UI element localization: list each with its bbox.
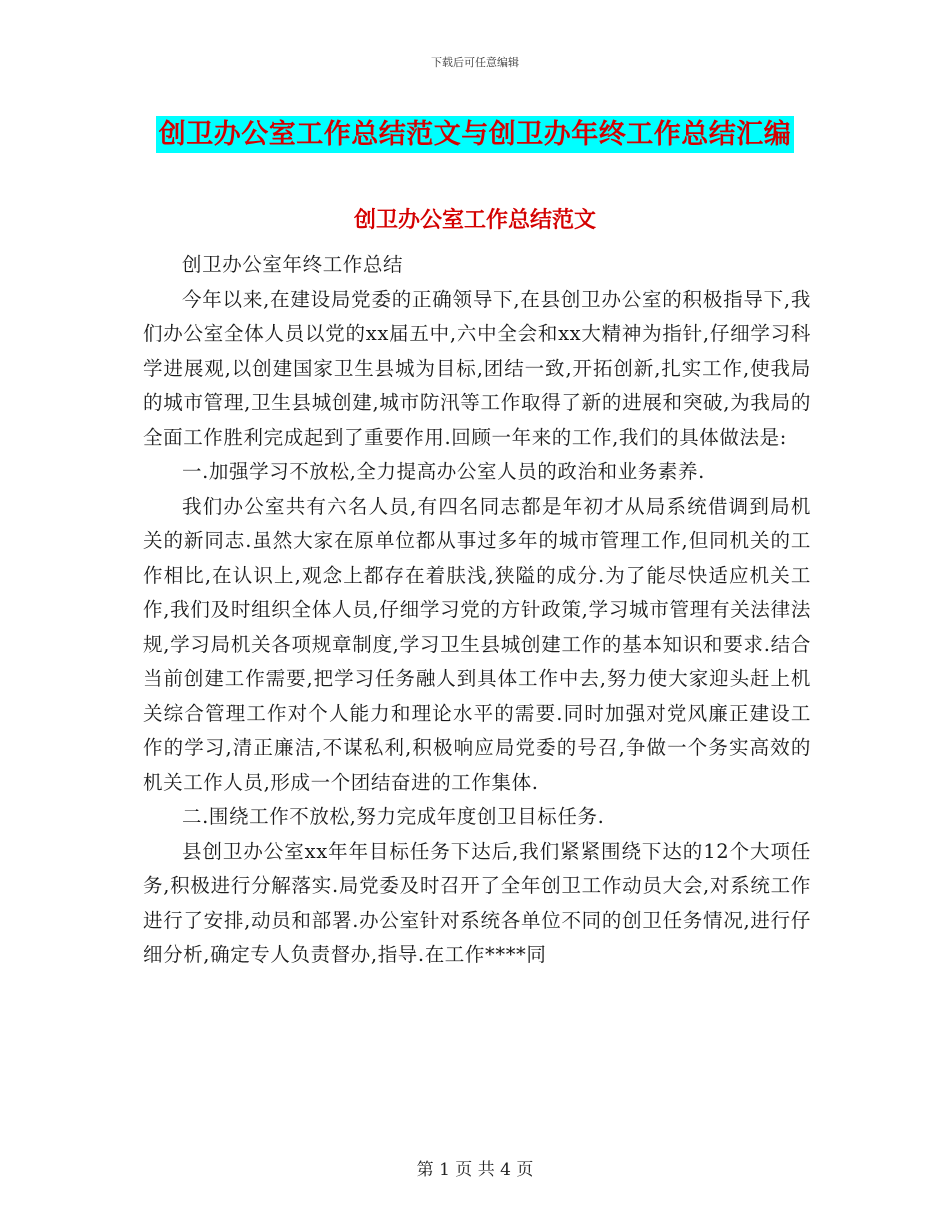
document-title-text: 创卫办公室工作总结范文与创卫办年终工作总结汇编 — [156, 116, 795, 153]
paragraph: 我们办公室共有六名人员,有四名同志都是年初才从局系统借调到局机关的新同志.虽然大家在原单位都从事过多年的城市管理工作,但同机关的工作相比,在认识上,观念上都存在着肤浅,狭隘的成分.为了能尽快适应机关工作,我们及时组织全体人员,仔细学习党的方针政策,学习城市管理有关法律法规,学习局机关各项规章制度,学习卫生县城创建工作的基本知识和要求.结合当前创建工作需要,把学习任务融人到具体工作中去,努力使大家迎头赶上机关综合管理工作对个人能力和理论水平的需要.同时加强对党风廉正建设工作的学习,清正廉洁,不谋私利,积极响应局党委的号召,争做一个务实高效的机关工作人员,形成一个团结奋进的工作集体. — [143, 494, 811, 794]
page-number: 第 1 页 共 4 页 — [416, 1160, 534, 1180]
paragraph: 一.加强学习不放松,全力提高办公室人员的政治和业务素养. — [182, 460, 705, 483]
paragraph: 今年以来,在建设局党委的正确领导下,在县创卫办公室的积极指导下,我们办公室全体人员以党的xx届五中,六中全会和xx大精神为指针,仔细学习科学进展观,以创建国家卫生县城为目标,团结一致,开拓创新,扎实工作,使我局的城市管理,卫生县城创建,城市防汛等工作取得了新的进展和突破,为我局的全面工作胜利完成起到了重要作用.回顾一年来的工作,我们的具体做法是: — [143, 287, 811, 449]
document-subtitle: 创卫办公室工作总结范文 — [353, 207, 596, 233]
page-header-note: 下载后可任意编辑 — [431, 56, 519, 69]
paragraph: 县创卫办公室xx年年目标任务下达后,我们紧紧围绕下达的12个大项任务,积极进行分解落实.局党委及时召开了全年创卫工作动员大会,对系统工作进行了安排,动员和部署.办公室针对系统各单位不同的创卫任务情况,进行仔细分析,确定专人负责督办,指导.在工作****同 — [143, 839, 811, 966]
paragraph: 创卫办公室年终工作总结 — [182, 253, 404, 276]
document-title — [0, 112, 950, 151]
document-body — [143, 248, 811, 973]
paragraph: 二.围绕工作不放松,努力完成年度创卫目标任务. — [182, 805, 605, 828]
